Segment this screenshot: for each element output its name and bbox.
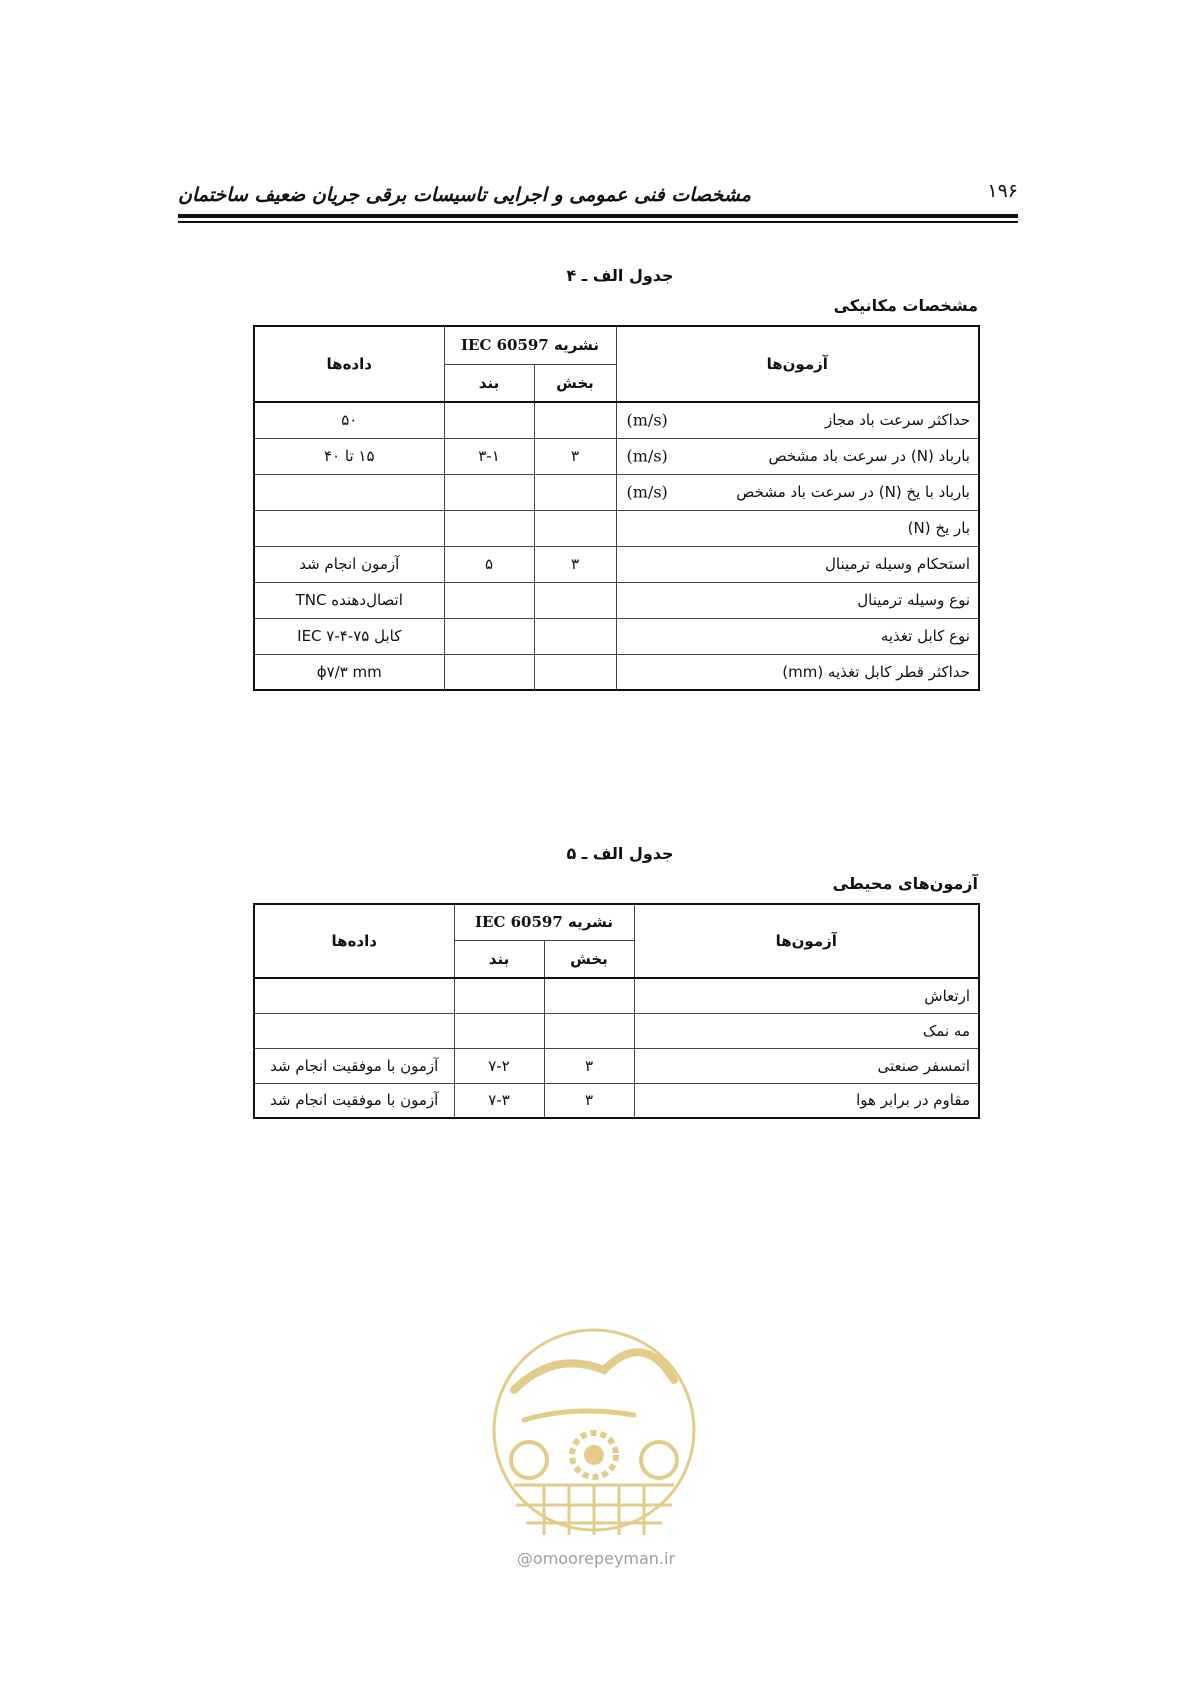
page-number: ۱۹۶ [987, 180, 1018, 202]
table-row [254, 654, 979, 690]
publication-label: نشریه [568, 913, 613, 932]
unit-label: (m/s) [626, 446, 668, 466]
test-label: نوع وسیله ترمینال [857, 591, 970, 609]
table-row [254, 582, 979, 618]
test-label: نوع کابل تغذیه [880, 627, 970, 645]
publication-code: IEC 60597 [475, 913, 563, 932]
cell-data: ۵۰ [254, 402, 444, 438]
cell-test [616, 582, 979, 618]
header-part: بخش [544, 940, 634, 978]
cell-test [616, 618, 979, 654]
cell-test [616, 654, 979, 690]
header-rule [178, 214, 1018, 218]
table-row [254, 1083, 979, 1118]
cell-part [534, 474, 616, 510]
table4-section-title: مشخصات مکانیکی [833, 296, 978, 315]
header-publication [454, 904, 634, 940]
table5-body [254, 978, 979, 1118]
table-row [254, 438, 979, 474]
test-label: استحکام وسیله ترمینال [825, 555, 970, 573]
cell-clause [444, 402, 534, 438]
environmental-tests-table [253, 903, 980, 1119]
cell-data [254, 1013, 454, 1048]
publication-code: IEC 60597 [461, 336, 549, 355]
header-publication [444, 326, 616, 364]
mechanical-specs-table [253, 325, 980, 691]
table-row [254, 1048, 979, 1083]
table-row [254, 474, 979, 510]
cell-data: ϕ۷/۳ mm [254, 654, 444, 690]
cell-part: ۳ [544, 1083, 634, 1118]
header-part: بخش [534, 364, 616, 402]
test-label: حداکثر قطر کابل تغذیه (mm) [782, 662, 970, 681]
cell-part [534, 402, 616, 438]
test-label: بارباد (N) در سرعت باد مشخص [768, 447, 970, 465]
cell-part [534, 654, 616, 690]
header-tests: آزمون‌ها [616, 326, 979, 402]
cell-test: مقاوم در برابر هوا [634, 1083, 979, 1118]
cell-part: ۳ [534, 438, 616, 474]
cell-test [616, 438, 979, 474]
cell-data: اتصال‌دهنده TNC [254, 582, 444, 618]
cell-part [534, 510, 616, 546]
cell-data: آزمون با موفقیت انجام شد [254, 1048, 454, 1083]
header-clause: بند [444, 364, 534, 402]
watermark-url: @omoorepeyman.ir [516, 1549, 676, 1568]
cell-clause [444, 474, 534, 510]
table-row [254, 1013, 979, 1048]
table-row [254, 402, 979, 438]
table4-caption: جدول الف ـ ۴ [566, 266, 674, 285]
unit-label: (m/s) [626, 410, 668, 430]
cell-part [544, 1013, 634, 1048]
cell-data: کابل IEC ۷-۴-۷۵ [254, 618, 444, 654]
cell-test: ارتعاش [634, 978, 979, 1013]
cell-test: اتمسفر صنعتی [634, 1048, 979, 1083]
cell-data: آزمون انجام شد [254, 546, 444, 582]
unit-label: (m/s) [626, 482, 668, 502]
cell-clause: ۷-۳ [454, 1083, 544, 1118]
table5-section-title: آزمون‌های محیطی [832, 874, 978, 893]
header-tests: آزمون‌ها [634, 904, 979, 978]
cell-part [534, 618, 616, 654]
cell-test [616, 474, 979, 510]
cell-data [254, 510, 444, 546]
test-label: بار یخ (N) [907, 519, 970, 537]
cell-test [616, 546, 979, 582]
cell-data: آزمون با موفقیت انجام شد [254, 1083, 454, 1118]
table-row [254, 510, 979, 546]
header-rule-thin [178, 221, 1018, 223]
cell-clause [444, 654, 534, 690]
test-label: بارباد با یخ (N) در سرعت باد مشخص [736, 483, 970, 501]
cell-clause [444, 582, 534, 618]
cell-clause: ۷-۲ [454, 1048, 544, 1083]
table5-caption: جدول الف ـ ۵ [566, 844, 674, 863]
header-data: داده‌ها [254, 904, 454, 978]
running-header [178, 178, 1018, 218]
cell-data [254, 978, 454, 1013]
header-data: داده‌ها [254, 326, 444, 402]
cell-test: مه نمک [634, 1013, 979, 1048]
cell-clause: ۳-۱ [444, 438, 534, 474]
book-title: مشخصات فنی عمومی و اجرایی تاسیسات برقی جریان ضعیف ساختمان [178, 184, 751, 206]
cell-part [544, 978, 634, 1013]
cell-data [254, 474, 444, 510]
cell-data: ۱۵ تا ۴۰ [254, 438, 444, 474]
cell-test [616, 402, 979, 438]
cell-clause: ۵ [444, 546, 534, 582]
table4-body [254, 402, 979, 690]
publication-label: نشریه [554, 336, 599, 355]
cell-clause [454, 978, 544, 1013]
table-row [254, 546, 979, 582]
cell-clause [444, 618, 534, 654]
table-row [254, 978, 979, 1013]
cell-test [616, 510, 979, 546]
watermark-logo [484, 1310, 704, 1550]
test-label: حداکثر سرعت باد مجاز [824, 411, 970, 430]
cell-clause [454, 1013, 544, 1048]
cell-part [534, 582, 616, 618]
header-clause: بند [454, 940, 544, 978]
table-row [254, 618, 979, 654]
cell-part: ۳ [544, 1048, 634, 1083]
cell-part: ۳ [534, 546, 616, 582]
cell-clause [444, 510, 534, 546]
